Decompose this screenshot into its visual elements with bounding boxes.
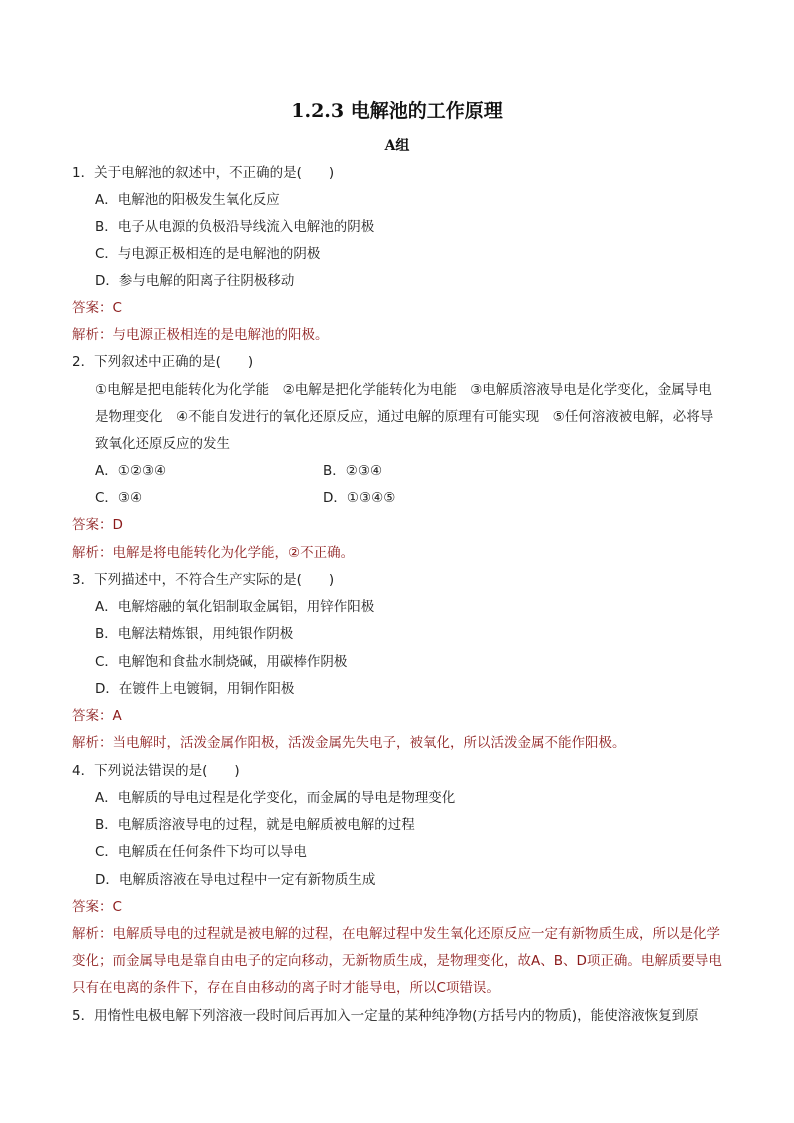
q2-statements: ①电解是把电能转化为化学能 ②电解是把化学能转化为电能 ③电解质溶液导电是化学变化，金属导电是物理变化 ④不能自发进行的氧化还原反应，通过电解的原理有可能实现 ⑤任何溶液被电解，必将导致氧化还原反应的发生 [95,382,714,452]
q2-option-c: C．③④ [95,490,143,506]
q4-option-c: C．电解质在任何条件下均可以导电 [95,844,307,860]
q4-stem: 4．下列说法错误的是( ) [72,763,240,779]
q4-option-a: A．电解质的导电过程是化学变化，而金属的导电是物理变化 [95,790,456,806]
q3-option-b: B．电解法精炼银，用纯银作阴极 [95,626,294,642]
q3-answer: 答案：A [72,708,122,724]
q4-answer: 答案：C [72,899,122,915]
q1-option-a: A．电解池的阳极发生氧化反应 [95,192,280,208]
q4-analysis: 解析：电解质导电的过程就是被电解的过程，在电解过程中发生氧化还原反应一定有新物质生成，所以是化学变化；而金属导电是靠自由电子的定向移动，无新物质生成，是物理变化，故A、B、D项正确。电解质要导电只有在电离的条件下，存在自由移动的离子时才能导电，所以C项错误。 [72,926,722,996]
q1-stem: 1．关于电解池的叙述中，不正确的是( ) [72,165,335,181]
q1-option-d: D．参与电解的阳离子往阴极移动 [95,273,295,289]
q1-option-b: B．电子从电源的负极沿导线流入电解池的阴极 [95,219,375,235]
q3-analysis: 解析：当电解时，活泼金属作阳极，活泼金属先失电子，被氧化，所以活泼金属不能作阳极。 [72,735,626,751]
q1-option-c: C．与电源正极相连的是电解池的阴极 [95,246,321,262]
q2-analysis: 解析：电解是将电能转化为化学能，②不正确。 [72,545,355,561]
q5-stem: 5．用惰性电极电解下列溶液一段时间后再加入一定量的某种纯净物(方括号内的物质)，能使溶液恢复到原 [72,1008,699,1024]
q2-option-a: A．①②③④ [95,463,167,479]
q1-analysis: 解析：与电源正极相连的是电解池的阳极。 [72,327,329,343]
page-title: 1.2.3 电解池的工作原理 [291,100,503,122]
q2-option-b: B．②③④ [323,463,383,479]
q2-stem: 2．下列叙述中正确的是( ) [72,354,254,370]
q4-option-d: D．电解质溶液在导电过程中一定有新物质生成 [95,872,376,888]
q3-option-c: C．电解饱和食盐水制烧碱，用碳棒作阴极 [95,654,348,670]
q2-option-d: D．①③④⑤ [323,490,396,506]
q2-answer: 答案：D [72,517,123,533]
q3-option-a: A．电解熔融的氧化铝制取金属铝，用锌作阳极 [95,599,375,615]
q1-answer: 答案：C [72,300,122,316]
group-heading: A组 [384,138,410,154]
q4-option-b: B．电解质溶液导电的过程，就是电解质被电解的过程 [95,817,415,833]
q3-stem: 3．下列描述中，不符合生产实际的是( ) [72,572,335,588]
q3-option-d: D．在镀件上电镀铜，用铜作阳极 [95,681,295,697]
